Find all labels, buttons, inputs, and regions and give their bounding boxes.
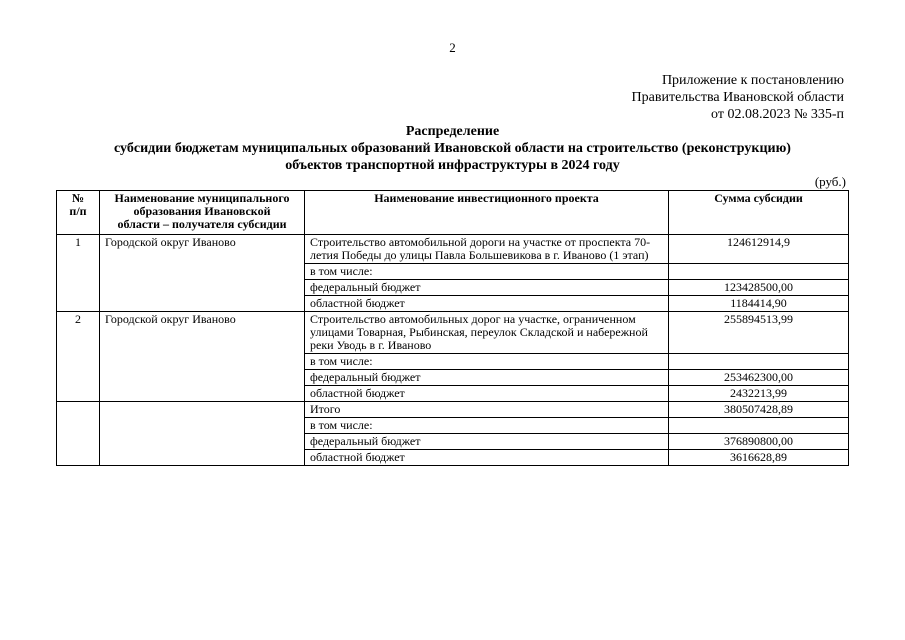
row2-regional-sum: 2432213,99	[669, 386, 849, 402]
header-municipality-line-2: образования Ивановской	[133, 204, 271, 218]
row2-regional-label: областной бюджет	[305, 386, 669, 402]
total-label: Итого	[305, 402, 669, 418]
appendix-reference	[632, 72, 844, 123]
row2-federal-label: федеральный бюджет	[305, 370, 669, 386]
currency-unit: (руб.)	[814, 174, 846, 189]
row1-including: в том числе:	[305, 264, 669, 280]
subsidy-table	[56, 190, 849, 466]
table-row-total	[57, 402, 849, 418]
row2-number: 2	[57, 312, 100, 402]
table-row	[57, 235, 849, 264]
header-number	[57, 191, 100, 235]
title-line-1: Распределение	[405, 124, 500, 139]
row1-regional-sum: 1184414,90	[669, 296, 849, 312]
row2-including-sum	[669, 354, 849, 370]
page-number: 2	[449, 40, 456, 55]
total-federal-label: федеральный бюджет	[305, 434, 669, 450]
total-number	[57, 402, 100, 466]
header-project: Наименование инвестиционного проекта	[305, 191, 669, 235]
header-number-line-2: п/п	[69, 204, 87, 218]
row2-including: в том числе:	[305, 354, 669, 370]
header-number-line-1: №	[71, 191, 85, 205]
header-sum: Сумма субсидии	[669, 191, 849, 235]
row1-including-sum	[669, 264, 849, 280]
row1-municipality: Городской округ Иваново	[100, 235, 305, 312]
row2-sum: 255894513,99	[669, 312, 849, 354]
total-sum: 380507428,89	[669, 402, 849, 418]
total-federal-sum: 376890800,00	[669, 434, 849, 450]
row1-federal-sum: 123428500,00	[669, 280, 849, 296]
appendix-line-1: Приложение к постановлению	[661, 73, 844, 88]
total-municipality	[100, 402, 305, 466]
total-regional-sum: 3616628,89	[669, 450, 849, 466]
title-line-2: субсидии бюджетам муниципальных образований Ивановской области на строительство (реконструкцию)	[114, 141, 791, 156]
row1-sum: 124612914,9	[669, 235, 849, 264]
row1-federal-label: федеральный бюджет	[305, 280, 669, 296]
row1-number: 1	[57, 235, 100, 312]
row1-regional-label: областной бюджет	[305, 296, 669, 312]
appendix-line-3: от 02.08.2023 № 335-п	[711, 107, 844, 122]
row1-project: Строительство автомобильной дороги на участке от проспекта 70-летия Победы до улицы Павла Большевикова в г. Иваново (1 этап)	[305, 235, 669, 264]
total-including: в том числе:	[305, 418, 669, 434]
document-title	[40, 123, 865, 174]
table-header-row	[57, 191, 849, 235]
header-municipality-line-1: Наименование муниципального	[114, 191, 290, 205]
total-including-sum	[669, 418, 849, 434]
row2-federal-sum: 253462300,00	[669, 370, 849, 386]
appendix-line-2: Правительства Ивановской области	[631, 90, 844, 105]
total-regional-label: областной бюджет	[305, 450, 669, 466]
title-line-3: объектов транспортной инфраструктуры в 2024 году	[285, 158, 620, 173]
header-municipality-line-3: области – получателя субсидии	[117, 217, 287, 231]
table-row	[57, 312, 849, 354]
header-municipality	[100, 191, 305, 235]
row2-project: Строительство автомобильных дорог на участке, ограниченном улицами Товарная, Рыбинская, переулок Складской и набережной реки Уводь в г. Иваново	[305, 312, 669, 354]
row2-municipality: Городской округ Иваново	[100, 312, 305, 402]
